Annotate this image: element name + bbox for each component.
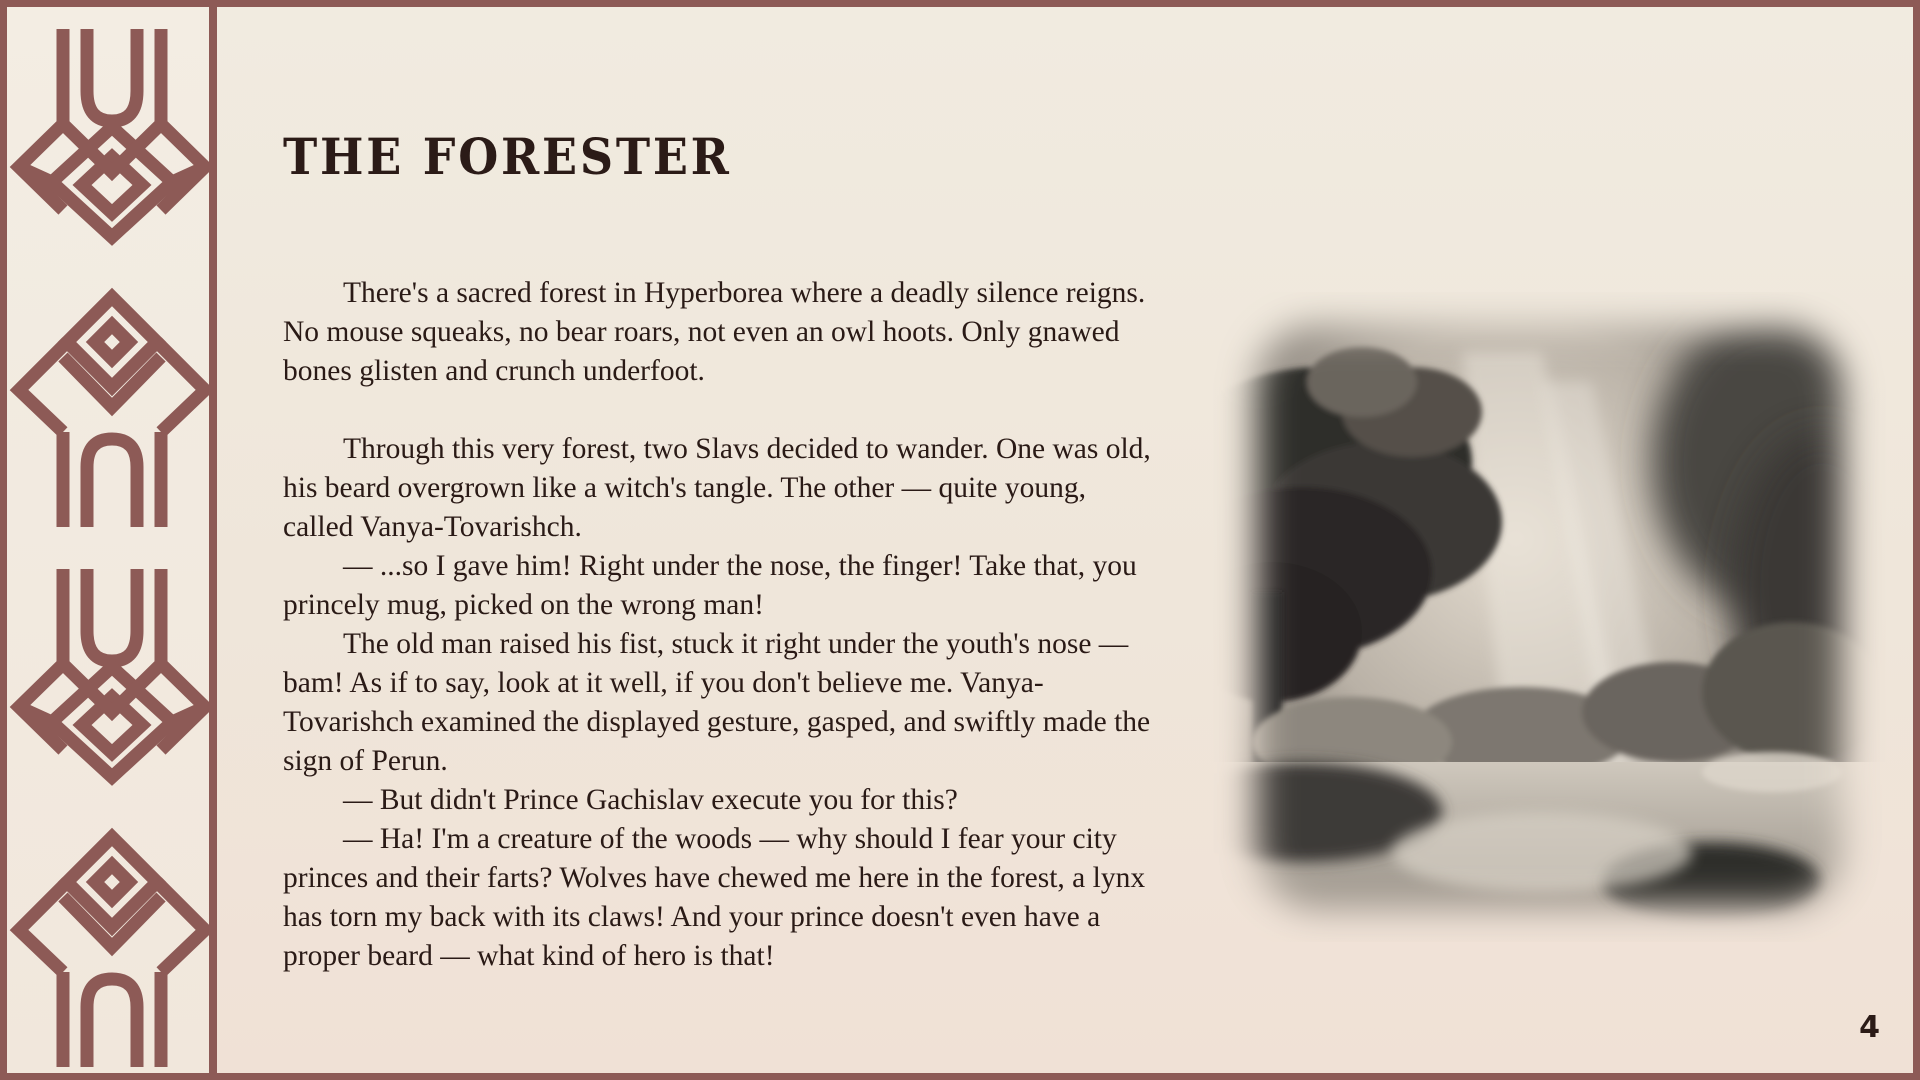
story-paragraph: The old man raised his fist, stuck it right under the youth's nose — bam! As if to say, look at it well, if you don't believe me. Vanya-Tovarishch examined the displayed gesture, gasped, and swiftly made the sign of Perun.	[283, 628, 1151, 777]
story-text	[283, 274, 1153, 976]
slavic-ornament-icon	[7, 7, 209, 1073]
story-paragraph: There's a sacred forest in Hyperborea where a deadly silence reigns. No mouse squeaks, no bear roars, not even an owl hoots. Only gnawed bones glisten and crunch underfoot.	[283, 277, 1146, 387]
ornament-motif-2	[19, 297, 205, 527]
story-paragraph: — But didn't Prince Gachislav execute you for this?	[343, 784, 958, 816]
page-title: THE FORESTER	[283, 127, 732, 186]
page-number: 4	[1859, 1010, 1880, 1045]
story-paragraph: Through this very forest, two Slavs decided to wander. One was old, his beard overgrown like a witch's tangle. The other — quite young, called Vanya-Tovarishch.	[283, 433, 1151, 543]
story-paragraph: — Ha! I'm a creature of the woods — why should I fear your city princes and their farts? Wolves have chewed me here in the forest, a lynx has torn my back with its claws! And your prince doesn't even have a proper beard — what kind of hero is that!	[283, 823, 1146, 972]
ornament-motif-1	[19, 29, 205, 237]
ornament-border	[7, 7, 217, 1073]
forest-illustration	[1212, 292, 1887, 942]
story-paragraph: — ...so I gave him! Right under the nose, the finger! Take that, you princely mug, picked on the wrong man!	[283, 550, 1137, 621]
ornament-motif-4	[19, 837, 205, 1067]
forest-image	[1212, 292, 1887, 942]
ornament-motif-3	[19, 569, 205, 777]
